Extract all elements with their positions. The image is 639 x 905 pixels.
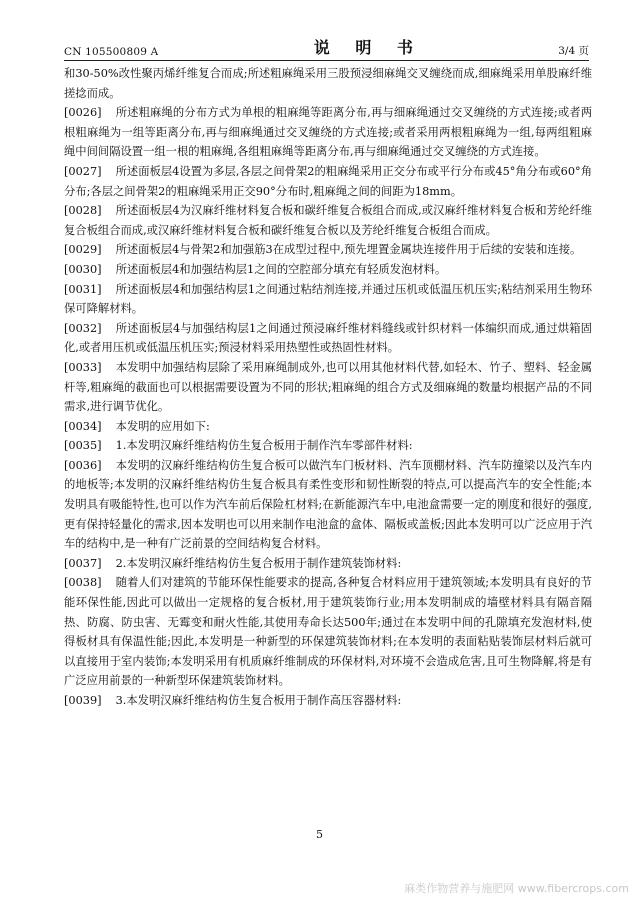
paragraph-number: [0039] (64, 694, 102, 707)
paragraph-number: [0035] (64, 439, 102, 453)
paragraph-number: [0028] (64, 204, 102, 218)
paragraph-number: [0029] (64, 243, 102, 257)
paragraph-number: [0034] (64, 419, 102, 433)
paragraph (64, 260, 592, 280)
paragraph-text: 和30-50%改性聚丙烯纤维复合而成;所述粗麻绳采用三股预浸细麻绳交叉缠绕而成,细麻绳采用单股麻纤维搓捻而成。 (64, 67, 592, 100)
paragraph-text: 2.本发明汉麻纤维结构仿生复合板用于制作建筑装饰材料: (115, 556, 402, 570)
page-header (64, 36, 589, 61)
paragraph (64, 319, 592, 358)
paragraph (64, 554, 592, 574)
paragraph-number: [0030] (64, 262, 102, 276)
paragraph-number: [0033] (64, 360, 102, 374)
paragraph-number: [0037] (64, 556, 102, 570)
paragraph-number: [0038] (64, 576, 102, 590)
publication-number: CN 105500809 A (64, 46, 159, 58)
paragraph (64, 103, 592, 162)
paragraph-text: 所述面板层4与加强结构层1之间通过预浸麻纤维材料缝线或针织材料一体编织而成,通过烘箱固化,或者用压机或低温压机压实;预浸材料采用热塑性或热固性材料。 (64, 321, 592, 355)
document-body (64, 64, 592, 711)
paragraph (64, 691, 592, 711)
paragraph (64, 358, 592, 417)
paragraph-text: 所述面板层4和加强结构层1之间的空腔部分填充有轻质发泡材料。 (115, 262, 447, 276)
paragraph (64, 436, 592, 456)
document-title: 说 明 书 (313, 38, 423, 57)
paragraph-number: [0031] (64, 282, 102, 296)
paragraph (64, 64, 592, 103)
paragraph-number: [0032] (64, 321, 102, 335)
page-indicator: 3/4 页 (558, 45, 589, 57)
paragraph-text: 所述粗麻绳的分布方式为单根的粗麻绳等距离分布,再与细麻绳通过交叉缠绕的方式连接;或者两根粗麻绳为一组等距离分布,再与细麻绳通过交叉缠绕的方式连接;或者采用两根粗麻绳为一组,每两组粗麻绳中间间隔设置一组一根的粗麻绳,各组粗麻绳等距离分布,再与细麻绳通过交叉缠绕的方式连接。 (64, 106, 592, 159)
paragraph-text: 本发明中加强结构层除了采用麻绳制成外,也可以用其他材料代替,如轻木、竹子、塑料、轻金属杆等,粗麻绳的截面也可以根据需要设置为不同的形状;粗麻绳的组合方式及细麻绳的数量均根据产品的不同需求,进行调节优化。 (64, 360, 592, 414)
paragraph-text: 本发明的汉麻纤维结构仿生复合板可以做汽车门板材料、汽车顶棚材料、汽车防撞梁以及汽车内的地板等;本发明的汉麻纤维结构仿生复合板具有柔性变形和韧性断裂的特点,可以提高汽车的安全性能;本发明具有吸能特性,也可以作为汽车前后保险杠材料;在新能源汽车中,电池盒需要一定的刚度和很好的强度,更有保持轻量化的需求,因本发明也可以用来制作电池盒的盒体、隔板或盖板;因此本发明可以广泛应用于汽车的结构中,是一种有广泛前景的空间结构复合材料。 (64, 458, 592, 551)
paragraph (64, 573, 592, 691)
paragraph-text: 3.本发明汉麻纤维结构仿生复合板用于制作高压容器材料: (115, 694, 402, 707)
paragraph (64, 456, 592, 554)
paragraph (64, 201, 592, 240)
paragraph (64, 162, 592, 201)
paragraph-text: 所述面板层4为汉麻纤维材料复合板和碳纤维复合板组合而成,或汉麻纤维材料复合板和芳纶纤维复合板组合而成,或汉麻纤维材料复合板和碳纤维复合板以及芳纶纤维复合板组合而成。 (64, 204, 592, 237)
paragraph-text: 所述面板层4和加强结构层1之间通过粘结剂连接,并通过压机或低温压机压实;粘结剂采用生物环保可降解材料。 (64, 282, 592, 316)
paragraph-text: 所述面板层4设置为多层,各层之间骨架2的粗麻绳采用正交分布或平行分布或45°角分布或60°角分布;各层之间骨架2的粗麻绳采用正交90°分布时,粗麻绳之间的间距为18mm。 (64, 164, 592, 198)
paragraph (64, 417, 592, 437)
paragraph-text: 1.本发明汉麻纤维结构仿生复合板用于制作汽车零部件材料: (115, 439, 413, 453)
paragraph-number: [0026] (64, 106, 102, 120)
paragraph-text: 本发明的应用如下: (115, 419, 210, 433)
paragraph-text: 所述面板层4与骨架2和加强筋3在成型过程中,预先埋置金属块连接件用于后续的安装和连接。 (115, 243, 582, 257)
page-number: 5 (316, 828, 323, 841)
watermark: 麻类作物营养与施肥网 www.fibercrops.com (404, 882, 629, 895)
paragraph (64, 240, 592, 260)
paragraph-number: [0027] (64, 164, 102, 178)
paragraph-number: [0036] (64, 458, 102, 472)
paragraph (64, 280, 592, 319)
paragraph-text: 随着人们对建筑的节能环保性能要求的提高,各种复合材料应用于建筑领域;本发明具有良好的节能环保性能,因此可以做出一定规格的复合板材,用于建筑装饰行业;用本发明制成的墙壁材料具有隔音隔热、防腐、防虫害、无霉变和耐火性能,其使用寿命长达500年;通过在本发明中间的孔隙填充发泡材料,使得板材具有保温性能;因此,本发明是一种新型的环保建筑装饰材料;在本发明的表面粘贴装饰层材料后就可以直接用于室内装饰;本发明采用有机质麻纤维制成的环保材料,对环境不会造成危害,且可生物降解,将是有广泛应用前景的一种新型环保建筑装饰材料。 (64, 576, 592, 688)
